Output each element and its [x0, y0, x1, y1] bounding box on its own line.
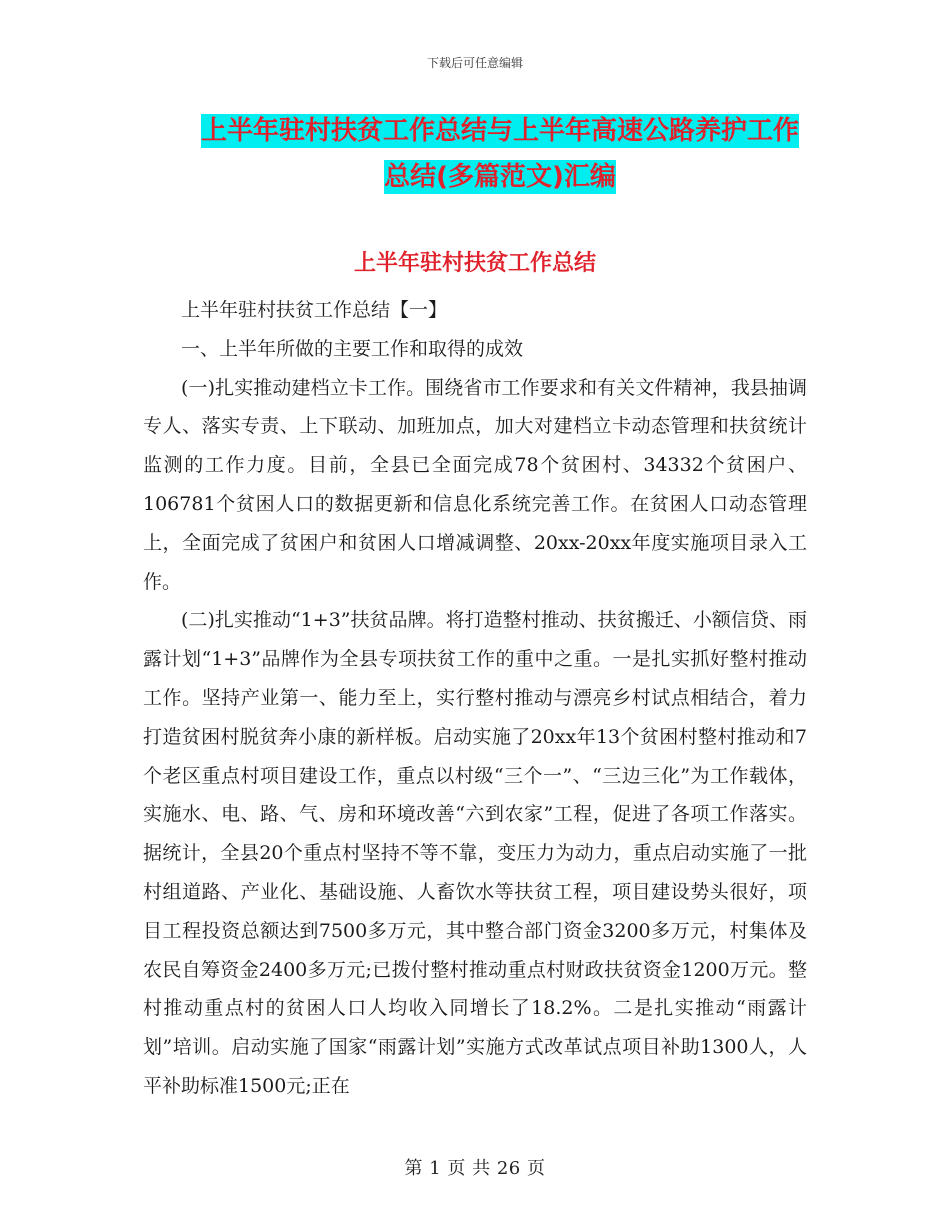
paragraph: (二)扎实推动“1+3”扶贫品牌。将打造整村推动、扶贫搬迁、小额信贷、雨露计划“1+3”品牌作为全县专项扶贫工作的重中之重。一是扎实抓好整村推动工作。坚持产业第一、能力至上，实行整村推动与漂亮乡村试点相结合，着力打造贫困村脱贫奔小康的新样板。启动实施了20xx年13个贫困村整村推动和7个老区重点村项目建设工作，重点以村级“三个一”、“三边三化”为工作载体，实施水、电、路、气、房和环境改善“六到农家”工程，促进了各项工作落实。据统计，全县20个重点村坚持不等不靠，变压力为动力，重点启动实施了一批村组道路、产业化、基础设施、人畜饮水等扶贫工程，项目建设势头很好，项目工程投资总额达到7500多万元，其中整合部门资金3200多万元，村集体及农民自筹资金2400多万元;已拨付整村推动重点村财政扶贫资金1200万元。整村推动重点村的贫困人口人均收入同增长了18.2%。二是扎实推动“雨露计划”培训。启动实施了国家“雨露计划”实施方式改革试点项目补助1300人，人平补助标准1500元;正在: [143, 609, 807, 1097]
page-number: 第 1 页 共 26 页: [404, 1158, 546, 1179]
document-title-line2: 总结(多篇范文)汇编: [384, 162, 616, 192]
header-note: 下载后可任意编辑: [426, 56, 523, 70]
document-title: [190, 108, 810, 200]
document-body: [143, 291, 807, 1106]
paragraph-heading: 一、上半年所做的主要工作和取得的成效: [181, 337, 524, 360]
section-title: 上半年驻村扶贫工作总结: [353, 251, 596, 276]
paragraph-subtitle: 上半年驻村扶贫工作总结【一】: [181, 299, 448, 321]
paragraph: (一)扎实推动建档立卡工作。围绕省市工作要求和有关文件精神，我县抽调专人、落实专责、上下联动、加班加点，加大对建档立卡动态管理和扶贫统计监测的工作力度。目前，全县已全面完成78个贫困村、34332个贫困户、106781个贫困人口的数据更新和信息化系统完善工作。在贫困人口动态管理上，全面完成了贫困户和贫困人口增减调整、20xx-20xx年度实施项目录入工作。: [143, 376, 807, 593]
document-title-line1: 上半年驻村扶贫工作总结与上半年高速公路养护工作: [200, 116, 799, 146]
